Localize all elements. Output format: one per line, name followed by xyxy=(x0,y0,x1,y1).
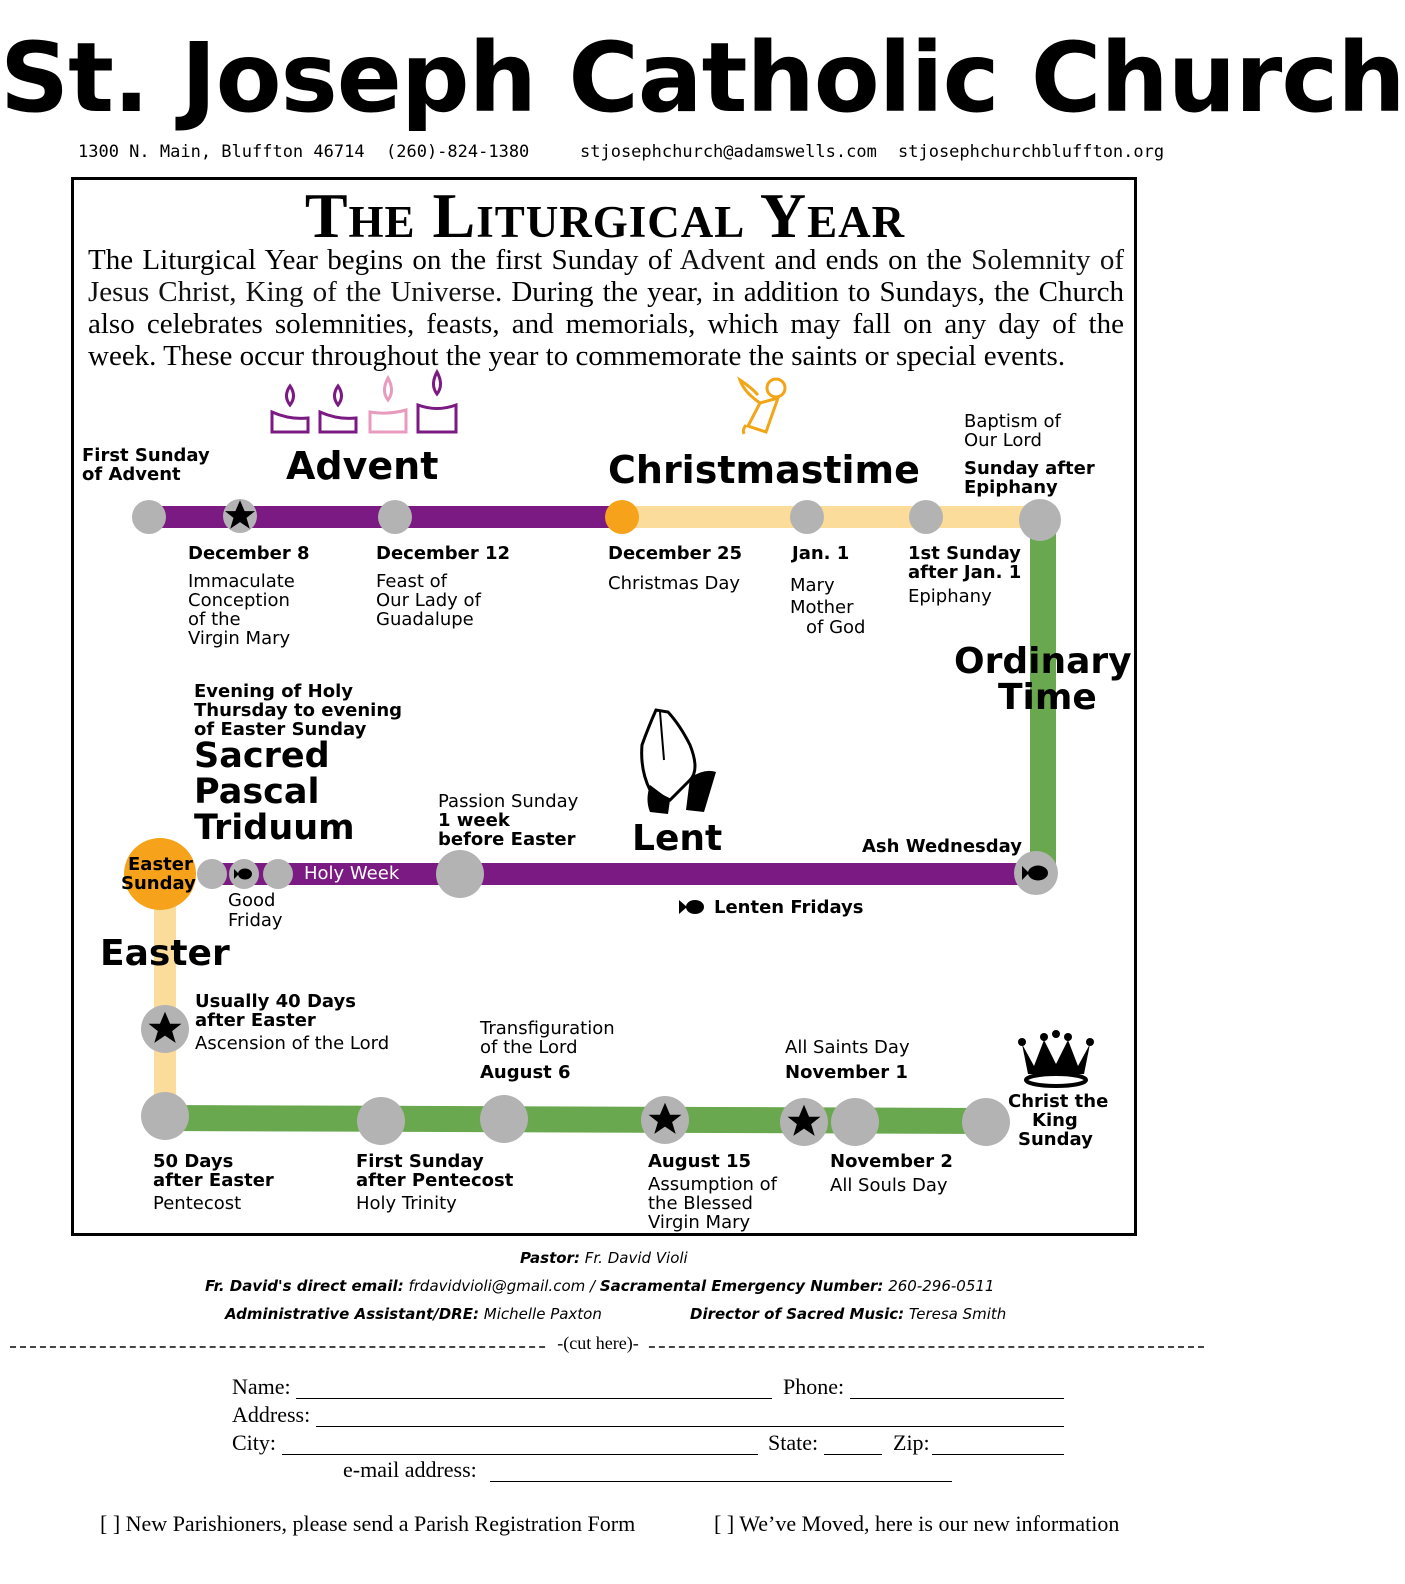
city-field[interactable] xyxy=(282,1454,758,1455)
all-saints-date: November 1 xyxy=(785,1062,908,1083)
node-epiphany xyxy=(909,500,943,534)
lenten-fridays-label: Lenten Fridays xyxy=(714,897,864,918)
season-lent: Lent xyxy=(632,818,723,859)
transfiguration-line-2: of the Lord xyxy=(480,1037,578,1058)
christ-king-line-3: Sunday xyxy=(1018,1129,1093,1150)
node-pentecost xyxy=(141,1092,189,1140)
email-label: Fr. David's direct email: xyxy=(205,1277,404,1295)
admin-label: Administrative Assistant/DRE: xyxy=(225,1305,479,1323)
state-field[interactable] xyxy=(824,1454,882,1455)
assumption-date: August 15 xyxy=(648,1151,752,1172)
node-passion-sunday xyxy=(436,850,484,898)
passion-line-1: Passion Sunday xyxy=(438,791,579,812)
baptism-line-1: Baptism of xyxy=(964,411,1061,432)
article-title: The Liturgical Year xyxy=(304,180,906,251)
pastor-label: Pastor: xyxy=(520,1249,580,1267)
trinity-line-3: Holy Trinity xyxy=(356,1193,457,1214)
good-friday-line-2: Friday xyxy=(228,910,283,931)
name-label: Name: xyxy=(232,1374,291,1399)
node-first-sunday-advent xyxy=(132,500,166,534)
all-saints-line-1: All Saints Day xyxy=(785,1037,910,1058)
ascension-line-3: Ascension of the Lord xyxy=(195,1033,390,1054)
email-field[interactable] xyxy=(490,1481,952,1482)
pentecost-line-1: 50 Days xyxy=(153,1151,234,1172)
address-field[interactable] xyxy=(316,1426,1064,1427)
state-label: State: xyxy=(768,1430,819,1455)
node-dec12 xyxy=(378,500,412,534)
all-souls-date: November 2 xyxy=(830,1151,953,1172)
node-christ-king xyxy=(962,1098,1010,1146)
dec8-line-4: Virgin Mary xyxy=(188,628,291,649)
dec12-line-3: Guadalupe xyxy=(376,609,474,630)
node-all-souls xyxy=(831,1098,879,1146)
assumption-line-4: Virgin Mary xyxy=(648,1212,751,1233)
ascension-line-2: after Easter xyxy=(195,1010,316,1031)
node-trinity xyxy=(357,1097,405,1145)
intro-solemnity: Solemnity of Jesus Christ, King of the Universe xyxy=(88,244,1124,308)
new-parishioner-option[interactable]: [ ] New Parishioners, please send a Parish Registration Form xyxy=(100,1511,636,1536)
triduum-note-2: Thursday to evening xyxy=(194,700,403,721)
emergency-number: 260-296-0511 xyxy=(888,1277,995,1295)
season-triduum-1: Sacred xyxy=(194,736,330,776)
ash-wednesday-label: Ash Wednesday xyxy=(862,836,1022,857)
node-baptism xyxy=(1019,499,1061,541)
christ-king-line-2: King xyxy=(1032,1110,1078,1131)
assumption-line-3: the Blessed xyxy=(648,1193,753,1214)
node-dec25 xyxy=(605,500,639,534)
first-sunday-advent-label-1: First Sunday xyxy=(82,445,210,466)
pentecost-line-3: Pentecost xyxy=(153,1193,242,1214)
epiphany-date-1: 1st Sunday xyxy=(908,543,1021,564)
phone-label: Phone: xyxy=(783,1374,845,1399)
music-line xyxy=(690,1305,1006,1323)
node-jan1 xyxy=(790,500,824,534)
season-triduum-2: Pascal xyxy=(194,772,320,812)
cut-here-label: -(cut here)- xyxy=(548,1333,648,1354)
jan1-line-3: of God xyxy=(806,617,866,638)
phone-field[interactable] xyxy=(850,1398,1064,1399)
triduum-note-1: Evening of Holy xyxy=(194,681,353,702)
dec12-line-2: Our Lady of xyxy=(376,590,481,611)
intro-advent: Advent xyxy=(679,244,766,276)
dec12-date: December 12 xyxy=(376,543,511,564)
emergency-label: Sacramental Emergency Number: xyxy=(599,1277,884,1295)
jan1-line-2: Mother xyxy=(790,597,854,618)
intro-text-1: The Liturgical Year begins on the first Sunday of xyxy=(88,244,680,276)
dec8-date: December 8 xyxy=(188,543,310,564)
christ-king-line-1: Christ the xyxy=(1008,1091,1109,1112)
admin-name: Michelle Paxton xyxy=(483,1305,602,1323)
passion-line-3: before Easter xyxy=(438,829,576,850)
baptism-line-4: Epiphany xyxy=(964,477,1058,498)
trinity-line-2: after Pentecost xyxy=(356,1170,514,1191)
jan1-date: Jan. 1 xyxy=(792,543,850,564)
season-advent: Advent xyxy=(286,444,439,488)
email-label: e-mail address: xyxy=(343,1457,477,1482)
trinity-line-1: First Sunday xyxy=(356,1151,484,1172)
epiphany-line-1: Epiphany xyxy=(908,586,992,607)
church-website: stjosephchurchbluffton.org xyxy=(898,142,1165,162)
church-phone: (260)-824-1380 xyxy=(386,142,530,162)
season-ordinary-time-1: Ordinary xyxy=(954,641,1132,682)
name-field[interactable] xyxy=(296,1398,772,1399)
pentecost-line-2: after Easter xyxy=(153,1170,274,1191)
easter-sunday-line-1: Easter xyxy=(128,854,193,875)
season-triduum-3: Triduum xyxy=(194,808,355,848)
dec8-line-2: Conception xyxy=(188,590,290,611)
fish-icon xyxy=(679,900,704,914)
assumption-line-2: Assumption of xyxy=(648,1174,777,1195)
transfiguration-date: August 6 xyxy=(480,1062,571,1083)
church-address: 1300 N. Main, Bluffton 46714 xyxy=(78,142,365,162)
triduum-note-3: of Easter Sunday xyxy=(194,719,367,740)
season-easter: Easter xyxy=(100,933,230,974)
city-label: City: xyxy=(232,1430,277,1455)
easter-sunday-line-2: Sunday xyxy=(121,873,196,894)
zip-field[interactable] xyxy=(932,1454,1064,1455)
angel-icon xyxy=(740,379,785,434)
intro-text-3: . During the year, in addition to Sundays, the Church also celebrates solemnities, feasts, and memorials, which may fall on any day of the week. These occur throughout the year to commemorate the saints or special events. xyxy=(88,276,1124,372)
contact-email-line: Fr. David's direct email: frdavidvioli@gmail.com / Sacramental Emergency Number: 260-296-0511 xyxy=(205,1277,995,1295)
pastor-line xyxy=(520,1249,688,1267)
church-email: stjosephchurch@adamswells.com xyxy=(580,142,877,162)
node-transfiguration xyxy=(480,1095,528,1143)
transfiguration-line-1: Transfiguration xyxy=(480,1018,615,1039)
moved-option[interactable]: [ ] We’ve Moved, here is our new information xyxy=(714,1511,1120,1536)
pastor-name: Fr. David Violi xyxy=(584,1249,688,1267)
intro-text-2: and ends on the xyxy=(765,244,972,276)
dec8-line-3: of the xyxy=(188,609,241,630)
candles-icon xyxy=(272,372,456,432)
address-label: Address: xyxy=(232,1402,311,1427)
zip-label: Zip: xyxy=(893,1430,930,1455)
baptism-line-2: Our Lord xyxy=(964,430,1042,451)
ascension-line-1: Usually 40 Days xyxy=(195,991,356,1012)
season-ordinary-time-2: Time xyxy=(998,677,1097,718)
first-sunday-advent-label-2: of Advent xyxy=(82,464,181,485)
dec25-line-1: Christmas Day xyxy=(608,573,741,594)
music-director-name: Teresa Smith xyxy=(908,1305,1007,1323)
node-holy-thursday xyxy=(197,859,227,889)
dec12-line-1: Feast of xyxy=(376,571,447,592)
node-palm xyxy=(263,859,293,889)
jan1-line-1: Mary xyxy=(790,575,835,596)
crown-icon xyxy=(1018,1030,1094,1086)
all-souls-line-2: All Souls Day xyxy=(830,1175,948,1196)
good-friday-line-1: Good xyxy=(228,890,276,911)
holy-week-label: Holy Week xyxy=(304,863,400,884)
dec8-line-1: Immaculate xyxy=(188,571,295,592)
dec25-date: December 25 xyxy=(608,543,743,564)
admin-line xyxy=(225,1305,602,1323)
church-name: St. Joseph Catholic Church xyxy=(0,22,1405,134)
passion-line-2: 1 week xyxy=(438,810,510,831)
praying-hands-icon xyxy=(642,710,716,814)
baptism-line-3: Sunday after xyxy=(964,458,1095,479)
epiphany-date-2: after Jan. 1 xyxy=(908,562,1022,583)
season-christmastime: Christmastime xyxy=(608,448,920,492)
pastor-email[interactable]: frdavidvioli@gmail.com xyxy=(408,1277,586,1295)
music-label: Director of Sacred Music: xyxy=(690,1305,905,1323)
